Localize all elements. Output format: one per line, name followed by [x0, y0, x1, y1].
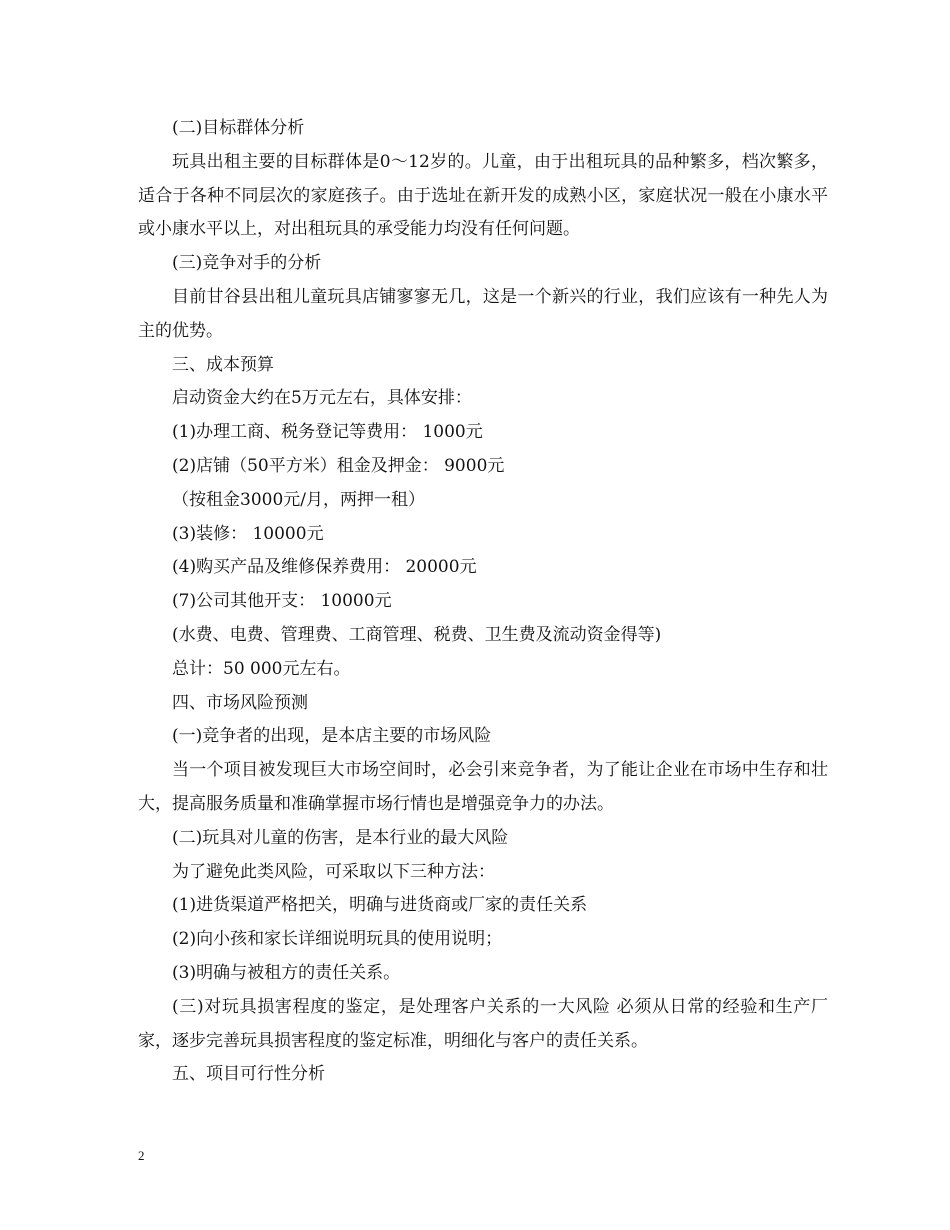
- page-number: 2: [138, 1148, 145, 1163]
- paragraph-risk-2-method-3: (3)明确与被租方的责任关系。: [172, 962, 401, 983]
- paragraph-cost-budget-heading: 三、成本预算: [172, 354, 274, 375]
- paragraph-risk-2-method-2: (2)向小孩和家长详细说明玩具的使用说明；: [172, 929, 503, 950]
- paragraph-cost-item-2: (2)店铺（50平方米）租金及押金： 9000元: [172, 455, 505, 476]
- paragraph-risk-2-intro: 为了避免此类风险，可采取以下三种方法：: [172, 861, 495, 882]
- paragraph-startup-funds: 启动资金大约在5万元左右，具体安排：: [172, 388, 472, 409]
- paragraph-risk-2-heading: (二)玩具对儿童的伤害，是本行业的最大风险: [172, 827, 509, 848]
- paragraph-competitor-heading: (三)竞争对手的分析: [172, 253, 322, 274]
- paragraph-risk-3: (三)对玩具损害程度的鉴定，是处理客户关系的一大风险 必须从日常的经验和生产厂家，逐步完善玩具损害程度的鉴定标准，明细化与客户的责任关系。: [138, 996, 828, 1051]
- paragraph-cost-item-4: (4)购买产品及维修保养费用： 20000元: [172, 557, 477, 578]
- paragraph-cost-item-3: (3)装修： 10000元: [172, 523, 324, 544]
- paragraph-risk-1-heading: (一)竞争者的出现，是本店主要的市场风险: [172, 726, 492, 747]
- paragraph-cost-total: 总计：50 000元左右。: [172, 658, 351, 679]
- paragraph-competitor-body: 目前甘谷县出租儿童玩具店铺寥寥无几，这是一个新兴的行业，我们应该有一种先人为主的优势。: [138, 286, 828, 341]
- paragraph-market-risk-heading: 四、市场风险预测: [172, 692, 308, 713]
- paragraph-target-group-body: 玩具出租主要的目标群体是0～12岁的。儿童，由于出租玩具的品种繁多，档次繁多，适合于各种不同层次的家庭孩子。由于选址在新开发的成熟小区，家庭状况一般在小康水平或小康水平以上，对出租玩具的承受能力均没有任何问题。: [138, 151, 828, 240]
- paragraph-cost-item-1: (1)办理工商、税务登记等费用： 1000元: [172, 422, 483, 443]
- paragraph-cost-item-7: (7)公司其他开支： 10000元: [172, 591, 392, 612]
- paragraph-target-group-heading: (二)目标群体分析: [172, 118, 305, 138]
- paragraph-risk-2-method-1: (1)进货渠道严格把关，明确与进货商或厂家的责任关系: [172, 895, 588, 916]
- page-body: [138, 112, 828, 1092]
- paragraph-cost-item-2-note: （按租金3000元/月，两押一租）: [172, 489, 425, 510]
- paragraph-feasibility-heading: 五、项目可行性分析: [172, 1064, 325, 1085]
- paragraph-cost-item-7-note: (水费、电费、管理费、工商管理、税费、卫生费及流动资金得等): [172, 624, 662, 645]
- paragraph-risk-1-body: 当一个项目被发现巨大市场空间时，必会引来竞争者，为了能让企业在市场中生存和壮大，提高服务质量和准确掌握市场行情也是增强竞争力的办法。: [138, 760, 828, 814]
